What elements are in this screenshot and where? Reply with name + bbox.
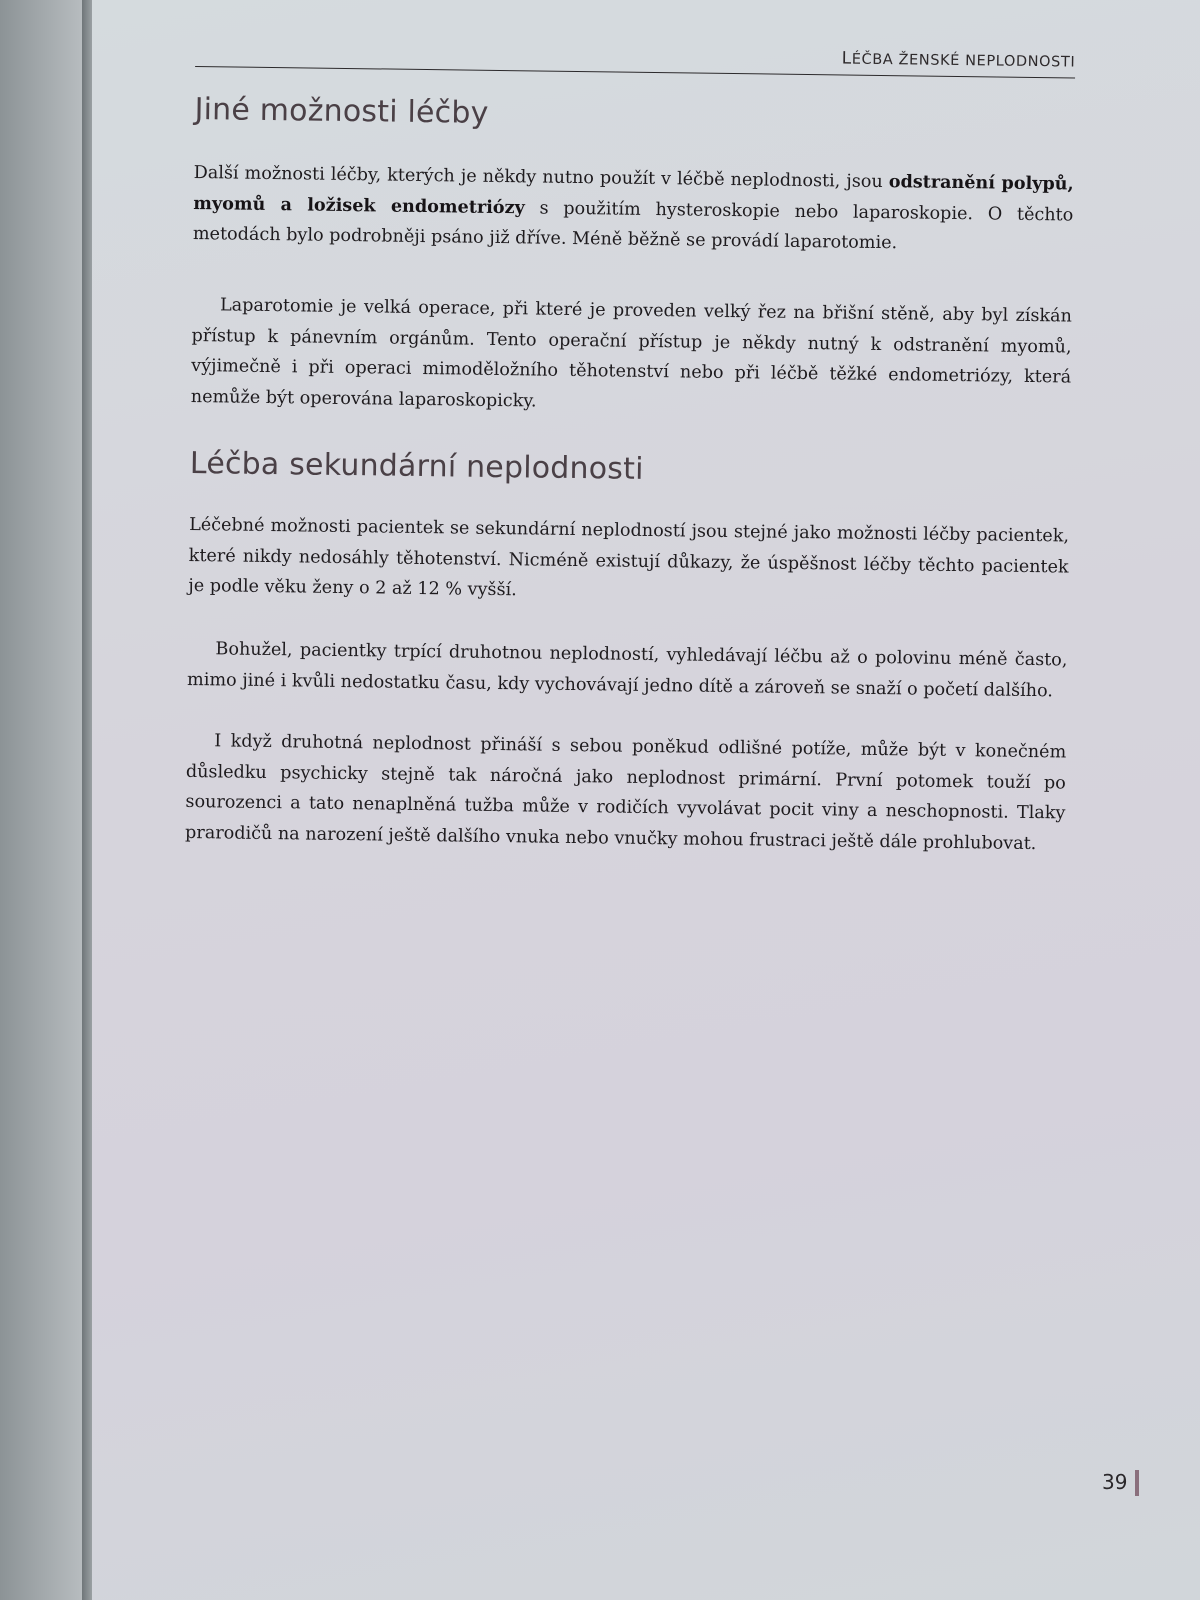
bold-phrase: odstranění polypů, myomů a ložisek endometriózy	[193, 171, 1074, 218]
paragraph-secondary-2: Bohužel, pacientky trpící druhotnou neplodností, vyhledávají léčbu až o polovinu méně často, mimo jiné i kvůli nedostatku času, kdy vychovávají jedno dítě a zároveň se snaží o početí dalšího.	[186, 639, 1068, 701]
book-spine	[0, 0, 86, 1600]
paragraph-text: s použitím hysteroskopie nebo laparoskopie. O těchto metodách bylo podrobněji psáno již dříve. Méně běžně se provádí laparotomie.	[192, 197, 1074, 254]
page-gutter	[82, 0, 92, 1600]
running-head: LÉČBA ŽENSKÉ NEPLODNOSTI	[841, 48, 1076, 71]
section-heading-other-options: Jiné možnosti léčby	[194, 91, 489, 131]
book-page	[92, 0, 1200, 1600]
page-number: 39	[1102, 1470, 1128, 1494]
paragraph-text: Další možnosti léčby, kterých je někdy nutno použít v léčbě neplodnosti, jsou	[193, 162, 889, 193]
paragraph-secondary-3: I když druhotná neplodnost přináší s sebou poněkud odlišné potíže, může být v konečném důsledku psychicky stejně tak náročná jako neplodnost primární. První potomek touží po sourozenci a tato nenaplněná tužba může v rodičích vyvolávat pocit viny a neschopnosti. Tlaky prarodičů na narození ještě dalšího vnuka nebo vnučky mohou frustraci ještě dále prohlubovat.	[184, 731, 1067, 854]
paragraph-laparotomy: Laparotomie je velká operace, při které je proveden velký řez na břišní stěně, aby byl získán přístup k pánevním orgánům. Tento operační přístup je někdy nutný k odstranění myomů, výjimečně i při operaci mimoděložního těhotenství nebo při léčbě těžké endometriózy, která nemůže být operována laparoskopicky.	[190, 295, 1073, 411]
page-number-marker	[1135, 1470, 1139, 1496]
paragraph-other-options-1	[193, 158, 1074, 261]
page-content	[184, 0, 1076, 854]
paragraph-secondary-1: Léčebné možnosti pacientek se sekundární neplodností jsou stejné jako možnosti léčby pacientek, které nikdy nedosáhly těhotenství. Nicméně existují důkazy, že úspěšnost léčby těchto pacientek je podle věku ženy o 2 až 12 % vyšší.	[188, 514, 1070, 601]
section-heading-secondary-infertility: Léčba sekundární neplodnosti	[189, 445, 644, 487]
